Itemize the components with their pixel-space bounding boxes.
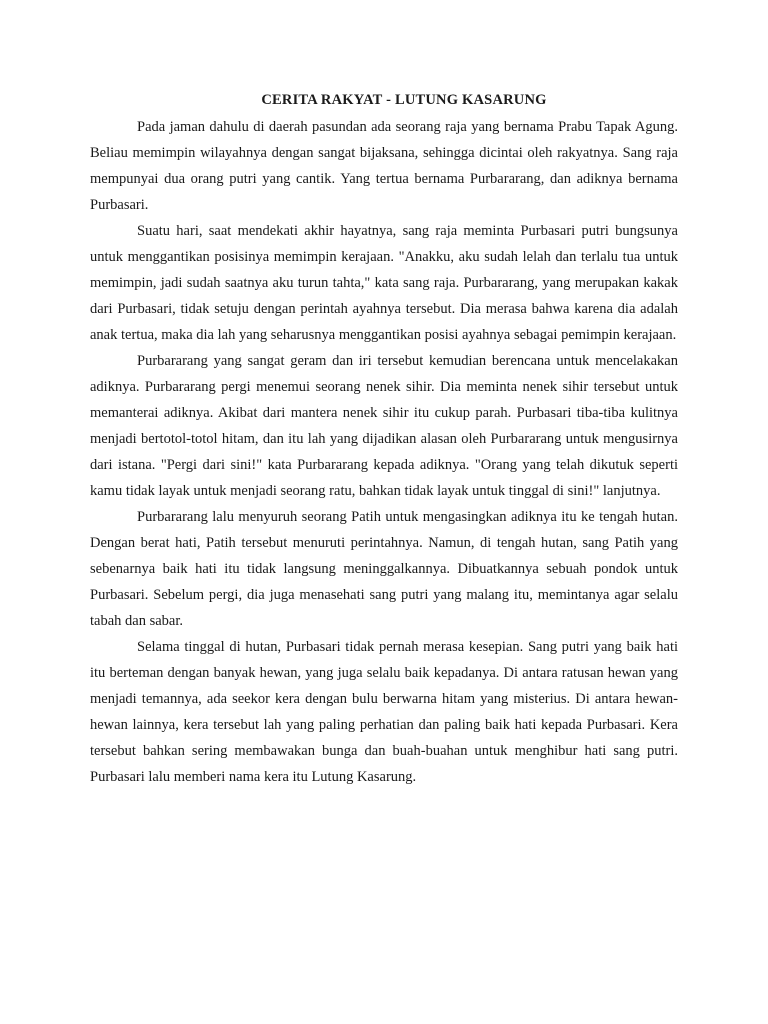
paragraph-3: Purbararang yang sangat geram dan iri tersebut kemudian berencana untuk mencelakakan adiknya. Purbararang pergi menemui seorang nenek sihir. Dia meminta nenek sihir tersebut untuk memanterai adiknya. Akibat dari mantera nenek sihir itu cukup parah. Purbasari tiba-tiba kulitnya menjadi bertotol-totol hitam, dan itu lah yang dijadikan alasan oleh Purbararang untuk mengusirnya dari istana. "Pergi dari sini!" kata Purbararang kepada adiknya. "Orang yang telah dikutuk seperti kamu tidak layak untuk menjadi seorang ratu, bahkan tidak layak untuk tinggal di sini!" lanjutnya.: [90, 353, 678, 499]
paragraph-5: Selama tinggal di hutan, Purbasari tidak pernah merasa kesepian. Sang putri yang baik hati itu berteman dengan banyak hewan, yang juga selalu baik kepadanya. Di antara ratusan hewan yang menjadi temannya, ada seekor kera dengan bulu berwarna hitam yang misterius. Di antara hewan-hewan lainnya, kera tersebut lah yang paling perhatian dan paling baik hati kepada Purbasari. Kera tersebut bahkan sering membawakan bunga dan buah-buahan untuk menghibur hati sang putri. Purbasari lalu memberi nama kera itu Lutung Kasarung.: [90, 639, 678, 785]
document-title: CERITA RAKYAT - LUTUNG KASARUNG: [261, 92, 547, 108]
document-page: [90, 90, 678, 790]
paragraph-1: Pada jaman dahulu di daerah pasundan ada seorang raja yang bernama Prabu Tapak Agung. Beliau memimpin wilayahnya dengan sangat bijaksana, sehingga dicintai oleh rakyatnya. Sang raja mempunyai dua orang putri yang cantik. Yang tertua bernama Purbararang, dan adiknya bernama Purbasari.: [90, 119, 678, 213]
paragraph-4: Purbararang lalu menyuruh seorang Patih untuk mengasingkan adiknya itu ke tengah hutan. Dengan berat hati, Patih tersebut menuruti perintahnya. Namun, di tengah hutan, sang Patih yang sebenarnya baik hati itu tidak langsung meninggalkannya. Dibuatkannya sebuah pondok untuk Purbasari. Sebelum pergi, dia juga menasehati sang putri yang malang itu, memintanya agar selalu tabah dan sabar.: [90, 509, 678, 629]
paragraph-2: Suatu hari, saat mendekati akhir hayatnya, sang raja meminta Purbasari putri bungsunya untuk menggantikan posisinya memimpin kerajaan. "Anakku, aku sudah lelah dan terlalu tua untuk memimpin, jadi sudah saatnya aku turun tahta," kata sang raja. Purbararang, yang merupakan kakak dari Purbasari, tidak setuju dengan perintah ayahnya tersebut. Dia merasa bahwa karena dia adalah anak tertua, maka dia lah yang seharusnya menggantikan posisi ayahnya sebagai pemimpin kerajaan.: [90, 223, 678, 343]
